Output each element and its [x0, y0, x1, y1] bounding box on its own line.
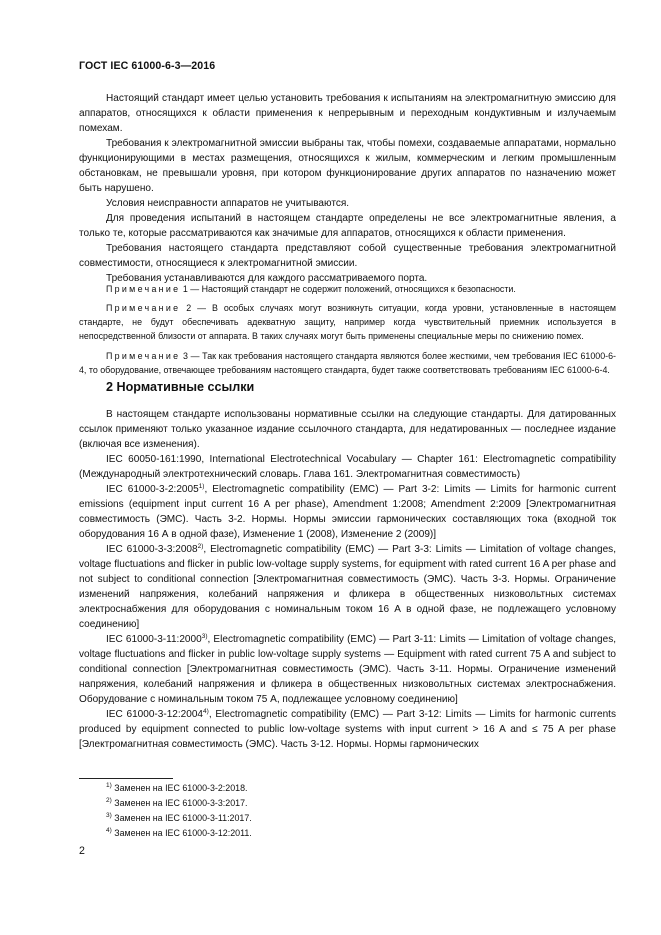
reference-id: IEC 61000-3-11:2000 [106, 634, 202, 645]
footnote-mark: 2) [197, 543, 204, 550]
page-number: 2 [79, 845, 85, 857]
note [79, 282, 616, 296]
note [79, 301, 616, 343]
footnote-text: Заменен на IEC 61000-3-3:2017. [111, 798, 248, 808]
reference-text: , International Electrotechnical Vocabulary — Chapter 161: Electromagnetic compatibility (Международный электротехнический словарь. Глава 161. Электромагнитная совместимость) [79, 454, 616, 480]
footnote-mark: 1) [106, 782, 112, 789]
reference-text: , Electromagnetic compatibility (EMC) — Part 3-2: Limits — Limits for harmonic current emissions (equipment input current 16 A per phase), Amendment 1:2008; Amendment 2:2009 [Электромагнитная совместимость (ЭМС). Часть 3-2. Нормы. Нормы эмиссии гармонических составляющих тока (входной ток оборудования 16 А в одной фазе), Изменение 1 (2008), Изменение 2 (2009)] [79, 484, 616, 540]
intro-block [79, 91, 616, 286]
reference-item [79, 482, 616, 542]
paragraph: Для проведения испытаний в настоящем стандарте определены не все электромагнитные явления, а только те, которые рассматриваются как значимые для аппаратов, относящихся к области применения. [79, 213, 616, 239]
note-text: 1 — Настоящий стандарт не содержит положений, относящихся к безопасности. [180, 284, 516, 294]
footnote [106, 811, 252, 826]
paragraph: Требования к электромагнитной эмиссии выбраны так, чтобы помехи, создаваемые аппаратами, нормально функционирующими в местах размещения, относящихся к жилым, коммерческим и легким промышленным обстановкам, не превышали уровня, при котором функционирование других аппаратов по назначению может быть нарушено. [79, 138, 616, 194]
footnote-mark: 2) [106, 797, 112, 804]
reference-text: , Electromagnetic compatibility (EMC) — Part 3-12: Limits — Limits for harmonic currents produced by equipment connected to public low-voltage systems with input current > 16 A and ≤ 75 A per phase [Электромагнитная совместимость (ЭМС). Часть 3-12. Нормы. Нормы гармонических [79, 709, 616, 750]
note [79, 349, 616, 377]
footnote [106, 796, 252, 811]
paragraph: Требования устанавливаются для каждого рассматриваемого порта. [106, 273, 428, 284]
reference-item [79, 632, 616, 707]
footnote-mark: 1) [198, 483, 205, 490]
document-header: ГОСТ IEC 61000-6-3—2016 [79, 60, 216, 72]
reference-text: , Electromagnetic compatibility (EMC) — Part 3-11: Limits — Limitation of voltage changes, voltage fluctuations and flicker in public low-voltage supply systems — Equipment with rated current 75 A and subject to conditional connection [Электромагнитная совместимость (ЭМС). Часть 3-11. Нормы. Ограничение изменений напряжения, колебаний напряжения и фликера в общественных низковольтных системах электроснабжения. Оборудование с номинальным током 75 А, подлежащее условному соединению] [79, 634, 617, 705]
reference-item [79, 542, 616, 632]
reference-id: IEC 61000-3-3:2008 [106, 544, 198, 555]
note-label: Примечание [106, 351, 181, 361]
footnote [106, 781, 252, 796]
paragraph: Настоящий стандарт имеет целью установить требования к испытаниям на электромагнитную эмиссию для аппаратов, относящихся к области применения к непрерывным и переходным кондуктивным и излучаемым помехам. [79, 93, 616, 134]
note-text: 2 — В особых случаях могут возникнуть ситуации, когда уровни, установленные в настоящем стандарте, не будут обеспечивать адекватную защиту, например когда чувствительный приемник используется в непосредственной близости от аппарата. В таких случаях могут быть применены специальные меры по снижению помех. [79, 303, 616, 341]
paragraph: Условия неисправности аппаратов не учитываются. [106, 198, 350, 209]
note-text: 3 — Так как требования настоящего стандарта являются более жесткими, чем требования IEC 61000-6-4, то оборудование, отвечающее требованиям настоящего стандарта, будет также соответствовать требованиям IEC 61000-6-4. [79, 351, 616, 375]
reference-id: IEC 61000-3-2:2005 [106, 484, 199, 495]
footnote-mark: 3) [106, 812, 112, 819]
paragraph: В настоящем стандарте использованы нормативные ссылки на следующие стандарты. Для датированных ссылок применяют только указанное издание ссылочного стандарта, для недатированных — последнее издание (включая все изменения). [79, 409, 616, 450]
footnote-text: Заменен на IEC 61000-3-12:2011. [111, 828, 252, 838]
reference-id: IEC 60050-161:1990 [106, 454, 202, 465]
footnote-text: Заменен на IEC 61000-3-2:2018. [111, 783, 248, 793]
section-heading: 2 Нормативные ссылки [106, 380, 255, 394]
footnote-mark: 4) [106, 827, 112, 834]
footnotes [106, 781, 252, 841]
footnote-mark: 4) [203, 708, 209, 715]
reference-item [79, 452, 616, 482]
paragraph: Требования настоящего стандарта представляют собой существенные требования электромагнитной совместимости, относящиеся к электромагнитной эмиссии. [79, 243, 616, 269]
note-label: Примечание [106, 303, 181, 313]
footnote [106, 826, 252, 841]
reference-text: , Electromagnetic compatibility (EMC) — Part 3-3: Limits — Limitation of voltage changes, voltage fluctuations and flicker in public low-voltage supply systems, for equipment with rated current 16 A per phase and not subject to conditional connection [Электромагнитная совместимость (ЭМС). Часть 3-3. Нормы. Ограничение изменений напряжения, колебаний напряжения и фликера в общественных низковольтных системах электроснабжения для оборудования с номинальным током 16 А в одной фазе, не подлежащего условному соединению] [79, 544, 616, 630]
footnote-mark: 3) [201, 633, 208, 640]
notes-block [79, 282, 616, 377]
reference-item [79, 707, 616, 752]
footnote-separator [79, 778, 173, 779]
note-label: Примечание [106, 284, 181, 294]
reference-id: IEC 61000-3-12:2004 [106, 709, 204, 720]
references-block [79, 407, 616, 752]
footnote-text: Заменен на IEC 61000-3-11:2017. [111, 813, 252, 823]
